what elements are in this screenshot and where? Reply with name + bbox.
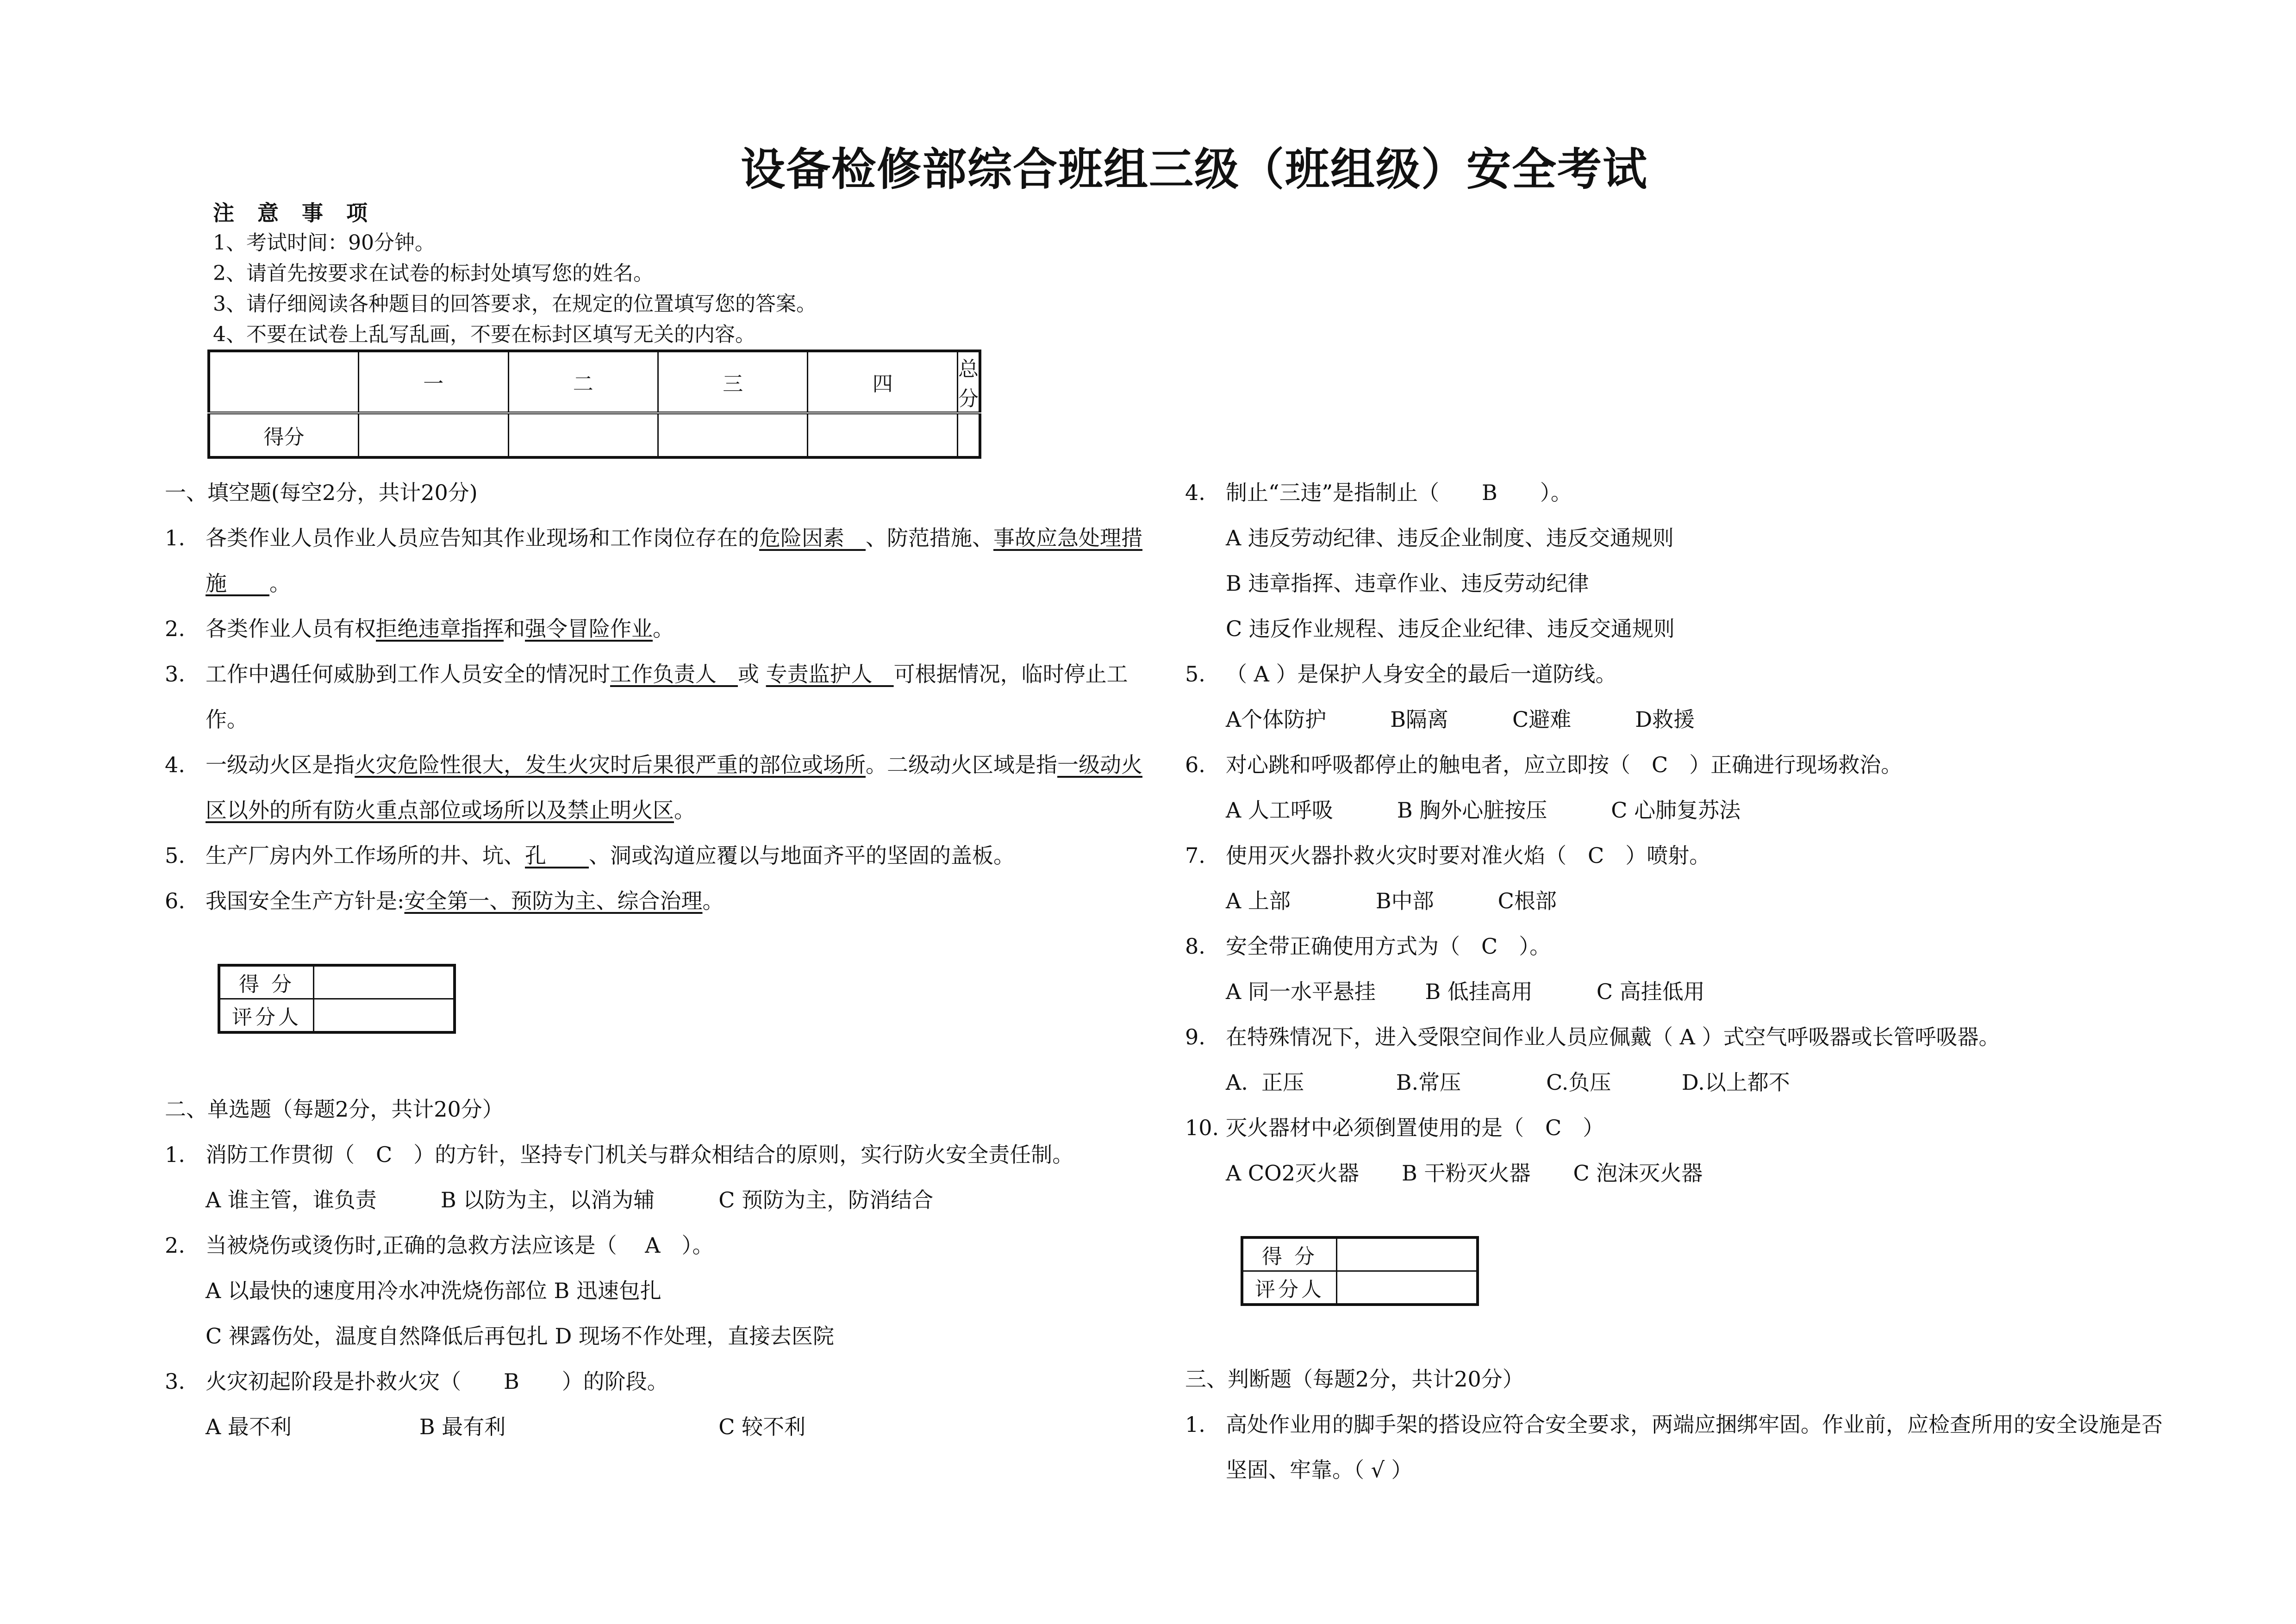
left-column <box>165 470 1160 924</box>
list-item <box>1185 1105 2180 1150</box>
score-cell[interactable] <box>1337 1237 1478 1271</box>
item-number: 2. <box>165 1233 185 1258</box>
item-options: A 人工呼吸 B 胸外心脏按压 C 心肺复苏法 <box>1226 798 1741 823</box>
item-text: 我国安全生产方针是:安全第一、预防为主、综合治理。 <box>206 888 724 913</box>
list-item <box>1185 651 2180 697</box>
item-text: 当被烧伤或烫伤时,正确的急救方法应该是（ A ）。 <box>206 1233 714 1258</box>
item-options: B 违章指挥、违章作业、违反劳动纪律 <box>1226 571 1589 596</box>
score-label: 得 分 <box>219 965 314 999</box>
section3-title: 三、判断题（每题2分，共计20分） <box>1185 1367 1524 1392</box>
item-options: A 同一水平悬挂 B 低挂高用 C 高挂低用 <box>1226 979 1705 1004</box>
item-options: A 违反劳动纪律、违反企业制度、违反交通规则 <box>1226 525 1674 550</box>
section1-title: 一、填空题(每空2分，共计20分) <box>165 480 478 505</box>
list-item <box>1185 833 2180 878</box>
item-number: 1. <box>165 525 185 550</box>
score-label: 得 分 <box>1242 1237 1337 1271</box>
right-column-section3 <box>1185 1356 2180 1493</box>
list-item <box>165 742 1160 833</box>
item-text: 一级动火区是指火灾危险性很大，发生火灾时后果很严重的部位或场所。二级动火区域是指一级动火区以外的所有防火重点部位或场所以及禁止明火区。 <box>206 752 1142 823</box>
grader-cell[interactable] <box>314 999 455 1033</box>
item-number: 6. <box>1185 752 1205 777</box>
score-header-2: 二 <box>508 351 658 413</box>
item-options: A 上部 B中部 C根部 <box>1226 888 1557 913</box>
notice-heading: 注意事项 <box>213 200 391 225</box>
list-item <box>1185 924 2180 969</box>
list-item <box>165 833 1160 878</box>
left-column-section2 <box>165 1087 1160 1449</box>
item-number: 10. <box>1185 1115 1219 1140</box>
item-number: 1. <box>1185 1412 1205 1437</box>
item-number: 7. <box>1185 843 1205 868</box>
list-item <box>165 651 1160 742</box>
notice-block <box>213 198 1139 350</box>
item-number: 4. <box>1185 480 1205 505</box>
item-options: A. 正压 B.常压 C.负压 D.以上都不 <box>1226 1070 1790 1095</box>
item-number: 3. <box>165 1369 185 1394</box>
grader-cell[interactable] <box>1337 1271 1478 1305</box>
item-options: C 违反作业规程、违反企业纪律、违反交通规则 <box>1226 616 1675 641</box>
list-item <box>165 606 1160 651</box>
item-text: （ A ）是保护人身安全的最后一道防线。 <box>1226 662 1617 687</box>
section2-title: 二、单选题（每题2分，共计20分） <box>165 1097 504 1122</box>
item-options: A CO2灭火器 B 干粉灭火器 C 泡沫灭火器 <box>1226 1161 1703 1186</box>
item-text: 对心跳和呼吸都停止的触电者，应立即按（ C ）正确进行现场救治。 <box>1226 752 1903 777</box>
item-options: A 谁主管，谁负责 B 以防为主，以消为辅 C 预防为主，防消结合 <box>206 1187 934 1212</box>
item-text: 高处作业用的脚手架的搭设应符合安全要求，两端应捆绑牢固。作业前，应检查所用的安全设施是否坚固、牢靠。（ √ ） <box>1226 1412 2163 1482</box>
score-cell[interactable] <box>658 413 808 457</box>
section2-score-box <box>1241 1236 1479 1306</box>
item-text: 制止“三违”是指制止（ B ）。 <box>1226 480 1572 505</box>
notice-line: 2、请首先按要求在试卷的标封处填写您的姓名。 <box>213 262 654 285</box>
item-text: 灭火器材中必须倒置使用的是（ C ） <box>1226 1115 1604 1140</box>
list-item <box>165 1132 1160 1177</box>
score-cell[interactable] <box>957 413 980 457</box>
item-text: 生产厂房内外工作场所的井、坑、孔 、洞或沟道应覆以与地面齐平的坚固的盖板。 <box>206 843 1015 868</box>
item-options: A 最不利 B 最有利 C 较不利 <box>206 1414 806 1439</box>
grader-label: 评分人 <box>219 999 314 1033</box>
section1-score-box <box>218 964 456 1034</box>
score-cell[interactable] <box>314 965 455 999</box>
score-table <box>207 350 981 459</box>
item-options: C 裸露伤处，温度自然降低后再包扎 D 现场不作处理，直接去医院 <box>206 1324 834 1349</box>
item-text: 使用灭火器扑救火灾时要对准火焰（ C ）喷射。 <box>1226 843 1711 868</box>
score-header-4: 四 <box>808 351 957 413</box>
list-item <box>165 878 1160 924</box>
score-header-3: 三 <box>658 351 808 413</box>
item-number: 9. <box>1185 1024 1205 1049</box>
item-options: A个体防护 B隔离 C避难 D救援 <box>1226 707 1695 732</box>
item-text: 各类作业人员作业人员应告知其作业现场和工作岗位存在的危险因素 、防范措施、事故应急处理措施 。 <box>206 525 1142 596</box>
item-number: 1. <box>165 1142 185 1167</box>
list-item <box>1185 1014 2180 1060</box>
item-number: 6. <box>165 888 185 913</box>
item-number: 3. <box>165 662 185 687</box>
exam-title: 设备检修部综合班组三级（班组级）安全考试 <box>741 144 1648 195</box>
item-number: 2. <box>165 616 185 641</box>
notice-line: 4、不要在试卷上乱写乱画，不要在标封区填写无关的内容。 <box>213 323 755 346</box>
item-number: 8. <box>1185 934 1205 959</box>
score-header-blank <box>209 351 359 413</box>
score-header-total: 总分 <box>957 351 980 413</box>
item-options: A 以最快的速度用冷水冲洗烧伤部位 B 迅速包扎 <box>206 1278 661 1303</box>
score-cell[interactable] <box>359 413 508 457</box>
item-text: 各类作业人员有权拒绝违章指挥和强令冒险作业。 <box>206 616 674 641</box>
item-text: 工作中遇任何威胁到工作人员安全的情况时工作负责人 或 专责监护人 可根据情况，临时停止工作。 <box>206 662 1128 732</box>
score-cell[interactable] <box>808 413 957 457</box>
score-cell[interactable] <box>508 413 658 457</box>
item-number: 4. <box>165 752 185 777</box>
right-column <box>1185 470 2180 1196</box>
item-number: 5. <box>165 843 185 868</box>
list-item <box>165 515 1160 606</box>
list-item <box>1185 470 2180 515</box>
grader-label: 评分人 <box>1242 1271 1337 1305</box>
list-item <box>165 1359 1160 1404</box>
notice-line: 3、请仔细阅读各种题目的回答要求，在规定的位置填写您的答案。 <box>213 292 817 316</box>
score-header-1: 一 <box>359 351 508 413</box>
notice-line: 1、考试时间：90分钟。 <box>213 231 435 255</box>
item-text: 火灾初起阶段是扑救火灾（ B ）的阶段。 <box>206 1369 668 1394</box>
list-item <box>1185 742 2180 787</box>
score-row-label: 得分 <box>209 413 359 457</box>
item-text: 在特殊情况下，进入受限空间作业人员应佩戴（ A ）式空气呼吸器或长管呼吸器。 <box>1226 1024 2000 1049</box>
item-number: 5. <box>1185 662 1205 687</box>
item-text: 安全带正确使用方式为（ C ）。 <box>1226 934 1551 959</box>
list-item <box>1185 1402 2180 1493</box>
list-item <box>165 1223 1160 1268</box>
item-text: 消防工作贯彻（ C ）的方针，坚持专门机关与群众相结合的原则，实行防火安全责任制。 <box>206 1142 1074 1167</box>
